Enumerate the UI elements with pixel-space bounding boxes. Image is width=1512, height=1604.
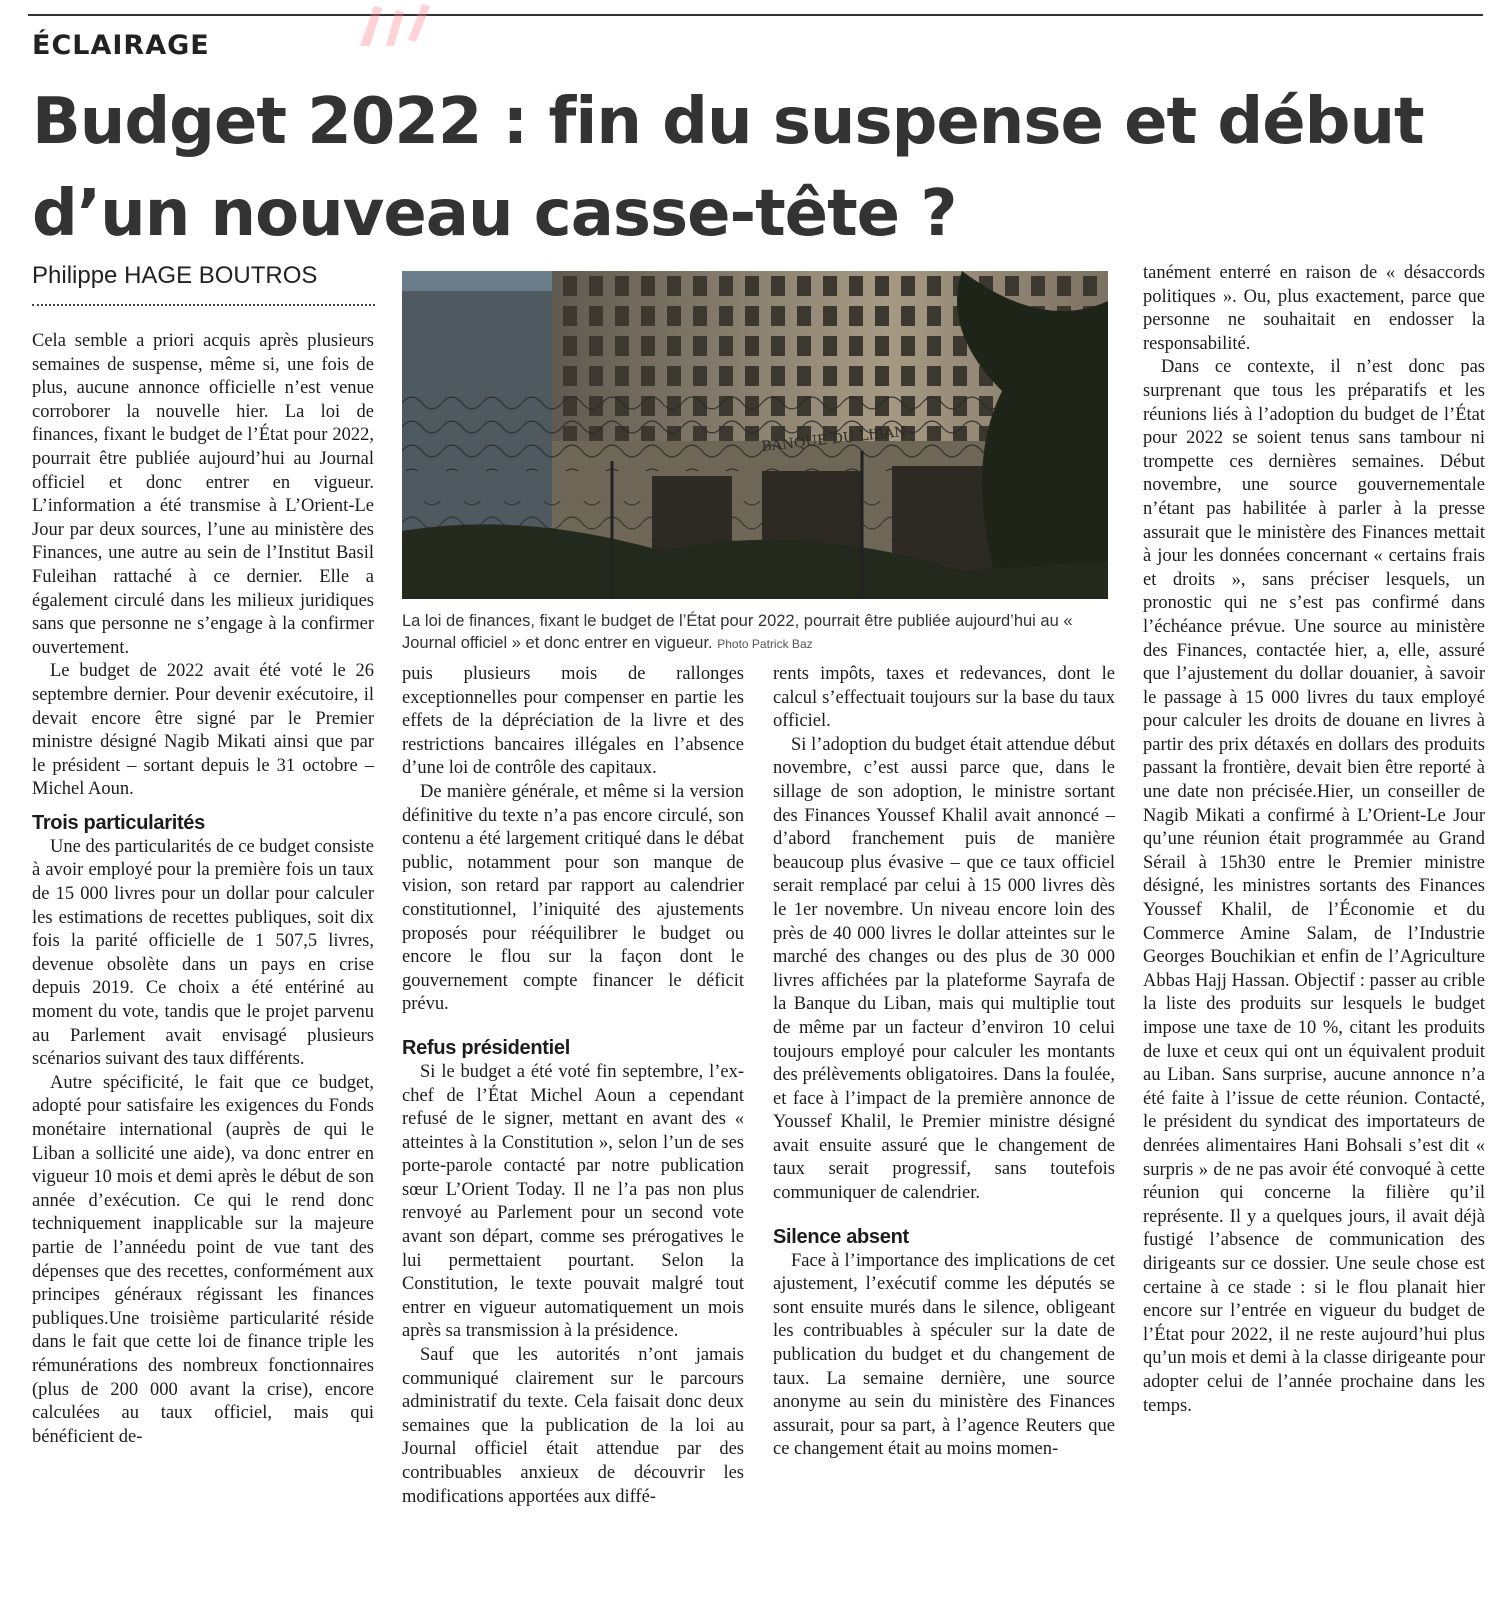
subheading: Refus présidentiel	[402, 1036, 570, 1059]
article-column-1	[32, 330, 374, 1449]
paragraph: Dans ce contexte, il n’est donc pas surprenant que tous les préparatifs et les réunions liés à l’adoption du budget de l’État pour 2022 se soient tenus sans tambour ni trompette ces dernières semaines. Début novembre, une source gouvernementale n’étant pas habilitée à parler à la presse assurait que le ministère des Finances mettait à jour les données concernant « certains frais et droits », sans préciser lesquels, un pronostic qui ne s’est pas confirmé dans l’échéance prévue. Une source au ministère des Finances, contactée hier, a, elle, assuré que l’ajustement du dollar douanier, à savoir le passage à 15 000 livres du taux employé pour calculer les droits de douane en livres à partir des prix détaxés en dollars des produits passant la frontière, devait bien être reporté à une date non précisée.Hier, un conseiller de Nagib Mikati a confirmé à L’Orient-Le Jour qu’une réunion était programmée au Grand Sérail à 15h30 entre le Premier ministre désigné, les ministres sortants des Finances Youssef Khalil, de l’Économie et du Commerce Amine Salam, de l’Industrie Georges Bouchikian et enfin de l’Agriculture Abbas Hajj Hassan. Objectif : passer au crible la liste des produits sur lesquels le budget impose une taxe de 10 %, citant les produits de luxe et ceux qui ont un équivalent produit au Liban. Sans surprise, aucune annonce n’a été faite à l’issue de cette réunion. Contacté, le président du syndicat des importateurs de denrées alimentaires Hani Bohsali s’est dit « surpris » de ne pas avoir été convoqué à cette réunion qui concerne la filière qu’il représente. Il y a quelques jours, il avait déjà fustigé l’absence de communication des dirigeants sur ce dossier. Une seule chose est certaine à ce stade : si le flou planait hier encore sur l’entrée en vigueur du budget de l’État pour 2022, il ne reste aujourd’hui plus qu’un mois et demi à la classe dirigeante pour adopter celui de l’année prochaine dans les temps.	[1143, 357, 1485, 1416]
paragraph: Face à l’importance des implications de cet ajustement, l’exécutif comme les députés se sont ensuite murés dans le silence, obligeant les contribuables à spéculer sur la date de publication du budget et du changement de taux. La semaine dernière, une source anonyme au sein du ministère des Finances assurait, pour sa part, à l’agence Reuters que ce changement était au moins momen-	[773, 1250, 1115, 1460]
photo-caption	[402, 610, 1108, 655]
paragraph: Sauf que les autorités n’ont jamais communiqué clairement sur le parcours administratif du texte. Cela faisait donc deux semaines que la publication de la loi au Journal officiel était attendue par des contribuables anxieux de découvrir les modifications apportées aux diffé-	[402, 1345, 744, 1507]
bank-building-image	[402, 271, 1108, 599]
paragraph: Si le budget a été voté fin septembre, l’ex-chef de l’État Michel Aoun a cependant refusé de le signer, mettant en avant des « atteintes à la Constitution », selon l’un de ses porte-parole contacté par notre publication sœur L’Orient Today. Il ne l’a pas non plus renvoyé au Parlement pour un second vote avant son départ, comme ses prérogatives le lui permettaient pourtant. Selon la Constitution, le texte pouvait malgré tout entrer en vigueur automatiquement un mois après sa transmission à la présidence.	[402, 1061, 744, 1342]
article-column-2	[402, 663, 744, 1509]
caption-text: La loi de finances, fixant le budget de l’État pour 2022, pourrait être publiée aujourd’hui au « Journal officiel » et donc entrer en vigueur.	[402, 612, 1073, 652]
watermark-stamp	[352, 0, 442, 50]
paragraph: Le budget de 2022 avait été voté le 26 septembre dernier. Pour devenir exécutoire, il devait encore être signé par le Premier ministre désigné Nagib Mikati ainsi que par le président – sortant depuis le 31 octobre – Michel Aoun.	[32, 661, 374, 800]
headline: Budget 2022 : fin du suspense et début d’un nouveau casse-tête ?	[32, 85, 1424, 251]
paragraph: Autre spécificité, le fait que ce budget, adopté pour satisfaire les exigences du Fonds monétaire international (auprès de qui le Liban a sollicité une aide), va donc entrer en vigueur 10 mois et demi après le début de son année d’exécution. Ce qui le rend donc techniquement inapplicable sur la majeure partie de l’annéedu point de vue tant des dépenses que des recettes, conformément aux principes généraux régissant les finances publiques.Une troisième particularité réside dans le fait que cette loi de finance triple les rémunérations des nombreux fonctionnaires (plus de 200 000 avant la crise), encore calculées au taux officiel, mais qui bénéficient de-	[32, 1072, 374, 1447]
byline: Philippe HAGE BOUTROS	[32, 262, 318, 289]
byline-divider	[32, 304, 375, 306]
subheading: Trois particularités	[32, 811, 205, 834]
paragraph: Si l’adoption du budget était attendue début novembre, c’est aussi parce que, dans le sillage de son adoption, le ministre sortant des Finances Youssef Khalil avait annoncé – d’abord franchement puis de manière beaucoup plus évasive – que ce taux officiel serait remplacé par celui à 15 000 livres dès le 1er novembre. Un niveau encore loin des près de 40 000 livres le dollar atteintes sur le marché des changes ou des plus de 30 000 livres affichées par la plateforme Sayrafa de la Banque du Liban, mais qui multiplie tout de même par un facteur d’environ 10 celui toujours employé pour calculer les montants des prélèvements obligatoires. Dans la foulée, et face à l’impact de la première annonce de Youssef Khalil, le Premier ministre désigné avait ensuite assuré que le changement de taux serait progressif, sans toutefois communiquer de calendrier.	[773, 734, 1115, 1204]
article-photo	[402, 271, 1108, 599]
paragraph: Cela semble a priori acquis après plusieurs semaines de suspense, même si, une fois de plus, aucune annonce officielle n’est venue corroborer la nouvelle hier. La loi de finances, fixant le budget de l’État pour 2022, pourrait être publiée aujourd’hui au Journal officiel et donc entrer en vigueur. L’information a été transmise à L’Orient-Le Jour par deux sources, l’une au ministère des Finances, une autre au sein de l’Institut Basil Fuleihan rattaché à ce dernier. Elle a également circulé dans les milieux juridiques sans que personne ne s’engage à la confirmer ouvertement.	[32, 331, 374, 658]
article-column-3	[773, 663, 1115, 1462]
paragraph: tanément enterré en raison de « désaccords politiques ». Ou, plus exactement, parce que personne ne souhaitait en endosser la responsabilité.	[1143, 263, 1485, 354]
section-kicker: ÉCLAIRAGE	[32, 30, 210, 61]
paragraph: puis plusieurs mois de rallonges exceptionnelles pour compenser en partie les effets de la dépréciation de la livre et des restrictions bancaires illégales en l’absence d’une loi de contrôle des capitaux.	[402, 664, 744, 779]
paragraph: rents impôts, taxes et redevances, dont le calcul s’effectuait toujours sur la base du taux officiel.	[773, 664, 1115, 732]
paragraph: Une des particularités de ce budget consiste à avoir employé pour la première fois un taux de 15 000 livres pour un dollar pour calculer les estimations de recettes publiques, soit dix fois la parité officielle de 1 507,5 livres, devenue obsolète dans un pays en crise depuis 2019. Ce choix a été entériné au moment du vote, tandis que le projet parvenu au Parlement avait envisagé plusieurs scénarios suivant des taux différents.	[32, 836, 374, 1070]
subheading: Silence absent	[773, 1225, 909, 1248]
top-rule	[28, 14, 1483, 16]
article-column-4	[1143, 262, 1485, 1418]
photo-credit: Photo Patrick Baz	[717, 637, 813, 651]
paragraph: De manière générale, et même si la version définitive du texte n’a pas encore circulé, son contenu a été largement critiqué dans le débat public, notamment pour son manque de vision, son retard par rapport au calendrier constitutionnel, l’iniquité des ajustements proposés pour rééquilibrer le budget ou encore le flou sur la façon dont le gouvernement compte financer le déficit prévu.	[402, 781, 744, 1015]
